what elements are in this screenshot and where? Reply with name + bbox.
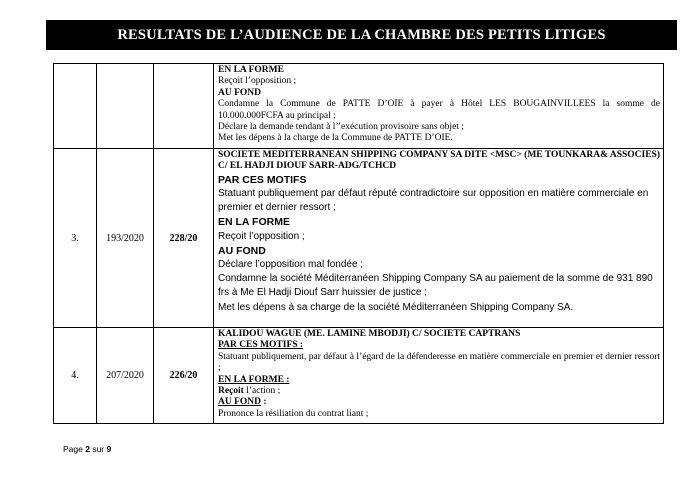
page-title-banner — [46, 20, 677, 50]
decision-line: Déclare la demande tendant à l’’exécution provisoire sans objet ; — [218, 122, 464, 133]
decision-text: l’action ; — [243, 386, 281, 397]
decision-line: Déclare l’opposition mal fondée ; — [218, 259, 364, 271]
decision-line: Condamne la société Méditerranéen Shipping Company SA au paiement de la somme de 931 890 frs à Me El Hadji Diouf Sarr huissier de justice ; — [218, 273, 653, 299]
colon-text: : — [261, 397, 267, 408]
decision-line: Reçoit l’opposition ; — [218, 76, 297, 87]
table-row — [54, 64, 664, 149]
docket-number-cell — [97, 64, 154, 149]
docket-number-cell: 193/2020 — [97, 149, 154, 328]
decision-cell — [214, 328, 664, 424]
table-row — [54, 149, 664, 328]
section-heading: PAR CES MOTIFS : — [218, 340, 304, 351]
judgment-ref-cell: 228/20 — [154, 149, 214, 328]
section-heading: EN LA FORME — [218, 216, 290, 229]
decision-line — [218, 397, 660, 408]
decision-line: Met les dépens à la charge de la Commune de PATTE D’OIE. — [218, 133, 453, 144]
section-heading: EN LA FORME : — [218, 374, 290, 385]
section-heading: AU FOND — [218, 397, 262, 408]
section-heading: AU FOND — [218, 87, 262, 98]
footer-separator: sur — [89, 444, 107, 454]
decision-line: Prononce la résiliation du contrat liant ; — [218, 408, 369, 419]
row-number-cell — [54, 64, 97, 149]
table-row — [54, 328, 664, 424]
case-parties: KALIDOU WAGUE (ME. LAMINE MBODJI) C/ SOCIETE CAPTRANS — [218, 329, 521, 339]
section-heading: AU FOND — [218, 244, 266, 257]
decision-line: Condamne la Commune de PATTE D’OIE à payer à Hôtel LES BOUGAINVILLEES la somme de 10.000.000FCFA au principal ; — [218, 99, 660, 121]
section-heading: PAR CES MOTIFS — [218, 173, 307, 186]
results-table — [53, 63, 664, 424]
decision-cell — [214, 149, 664, 328]
decision-line: Statuant publiquement par défaut réputé contradictoire sur opposition en matière commerciale en premier et dernier ressort ; — [218, 188, 649, 214]
decision-line: Statuant publiquement, par défaut à l’égard de la défenderesse en matière commerciale en premier et dernier ressort ; — [218, 351, 660, 374]
page-title: RESULTATS DE L’AUDIENCE DE LA CHAMBRE DES PETITS LITIGES — [117, 26, 606, 43]
case-parties: SOCIETE MEDITERRANEAN SHIPPING COMPANY SA DITE <MSC> (ME TOUNKARA& ASSOCIES) C/ EL HADJI DIOUF SARR-ADG/TCHCD — [218, 150, 660, 172]
judgment-ref-cell — [154, 64, 214, 149]
decision-line: Met les dépens à sa charge de la société Méditerranéen Shipping Company SA. — [218, 301, 574, 313]
docket-number-cell: 207/2020 — [97, 328, 154, 424]
row-number-cell: 4. — [54, 328, 97, 424]
current-page-number: 2 — [85, 444, 90, 454]
row-number-cell: 3. — [54, 149, 97, 328]
total-page-count: 9 — [106, 444, 112, 454]
decision-line — [218, 386, 660, 397]
footer-prefix: Page — [63, 444, 86, 454]
section-heading: EN LA FORME — [218, 65, 284, 75]
judgment-ref-cell: 226/20 — [154, 328, 214, 424]
decision-cell — [214, 64, 664, 149]
page-footer — [63, 444, 111, 454]
decision-line: Reçoit l’opposition ; — [218, 230, 305, 242]
emphasis-text: Reçoit — [218, 386, 244, 397]
